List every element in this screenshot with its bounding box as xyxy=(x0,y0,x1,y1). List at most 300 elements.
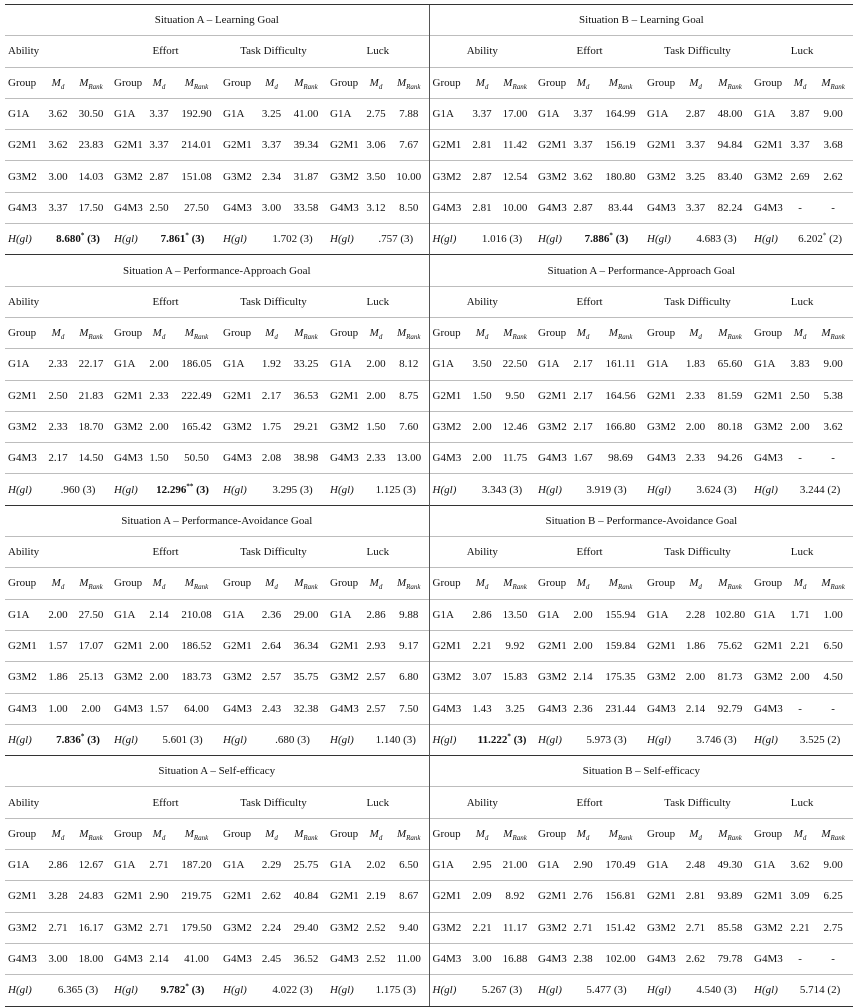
md-header-main: M xyxy=(265,327,275,340)
h-label-cell xyxy=(535,224,569,255)
cell-value: 2.57 xyxy=(261,671,282,684)
value-cell xyxy=(787,599,813,630)
cell-value: 1.86 xyxy=(48,671,68,684)
cell-value: 2.09 xyxy=(472,890,492,903)
mrank-header-sub: Rank xyxy=(193,333,209,342)
data-row xyxy=(5,693,853,724)
md-header-main: M xyxy=(793,827,803,840)
h-label-cell xyxy=(644,724,682,755)
h-value: 3.343 xyxy=(481,483,507,496)
group-cell xyxy=(644,192,682,223)
cell-value: 2.29 xyxy=(261,859,282,872)
section-title xyxy=(429,756,853,787)
h-df: (3) xyxy=(721,733,737,746)
group-name: G2M1 xyxy=(432,890,462,903)
cell-value: 1.57 xyxy=(149,702,169,715)
group-header xyxy=(111,568,145,599)
md-header-main: M xyxy=(265,827,275,840)
value-cell xyxy=(569,693,597,724)
value-cell xyxy=(258,349,285,380)
cell-value: - xyxy=(831,702,835,715)
group-name: G4M3 xyxy=(8,702,37,715)
group-cell xyxy=(535,349,569,380)
cell-value: - xyxy=(831,452,835,465)
data-row xyxy=(5,161,853,192)
group-cell xyxy=(535,161,569,192)
group-name: G2M1 xyxy=(432,640,462,653)
category-header-label: Ability xyxy=(8,796,40,809)
h-value-cell xyxy=(145,975,220,1006)
group-cell xyxy=(644,130,682,161)
value-cell xyxy=(71,850,111,881)
h-value: 3.746 xyxy=(696,733,722,746)
md-header-sub: d xyxy=(484,583,489,592)
cell-value: 2.62 xyxy=(261,890,282,903)
value-cell xyxy=(682,693,709,724)
md-header-sub: d xyxy=(585,834,590,843)
h-df: (2) xyxy=(826,233,842,246)
mrank-header xyxy=(597,568,644,599)
cell-value: 2.81 xyxy=(685,890,706,903)
group-cell xyxy=(535,693,569,724)
cell-value: 165.42 xyxy=(181,421,212,433)
h-value-cell xyxy=(145,474,220,505)
value-cell xyxy=(709,630,751,661)
mrank-header xyxy=(597,818,644,849)
value-cell xyxy=(258,912,285,943)
value-cell xyxy=(389,380,429,411)
md-header-main: M xyxy=(793,577,803,590)
value-cell xyxy=(569,881,597,912)
value-cell xyxy=(363,630,389,661)
value-cell xyxy=(787,850,813,881)
cell-value: 29.21 xyxy=(293,421,319,433)
mrank-header xyxy=(597,67,644,98)
h-df: (3) xyxy=(721,233,737,246)
value-cell xyxy=(469,850,495,881)
mrank-header-sub: Rank xyxy=(727,82,742,91)
mrank-header-sub: Rank xyxy=(512,333,527,342)
h-value-cell xyxy=(45,474,111,505)
value-cell xyxy=(709,349,751,380)
cell-value: 64.00 xyxy=(184,702,209,715)
cell-value: 2.33 xyxy=(48,421,68,433)
mrank-header-sub: Rank xyxy=(88,834,103,843)
group-name: G3M2 xyxy=(330,421,359,433)
group-name: G1A xyxy=(8,608,30,621)
group-name: G2M1 xyxy=(114,389,143,402)
value-cell xyxy=(813,662,853,693)
value-cell xyxy=(145,349,173,380)
value-cell xyxy=(285,380,327,411)
cell-value: 170.49 xyxy=(605,859,636,872)
group-header xyxy=(5,818,45,849)
category-header-label: Task Difficulty xyxy=(664,45,731,58)
category-header xyxy=(429,36,535,67)
value-cell xyxy=(813,850,853,881)
value-cell xyxy=(285,411,327,442)
cell-value: - xyxy=(798,452,802,465)
h-label: H(gl) xyxy=(8,483,32,496)
value-cell xyxy=(709,411,751,442)
category-header-label: Task Difficulty xyxy=(240,295,307,308)
cell-value: 22.50 xyxy=(502,358,528,371)
group-cell xyxy=(429,693,469,724)
value-cell xyxy=(363,693,389,724)
h-df: (3) xyxy=(188,233,205,246)
h-value-cell xyxy=(258,224,327,255)
value-cell xyxy=(389,161,429,192)
h-df: (3) xyxy=(510,733,527,746)
cell-value: 2.00 xyxy=(790,421,810,433)
section-title-text: Situation A – Performance-Approach Goal xyxy=(122,264,311,277)
mrank-header xyxy=(709,67,751,98)
mrank-header-main: M xyxy=(821,76,831,89)
group-cell xyxy=(5,662,45,693)
value-cell xyxy=(709,943,751,974)
cell-value: - xyxy=(798,953,802,966)
md-header-main: M xyxy=(51,327,61,340)
h-df: (3) xyxy=(611,483,627,496)
value-cell xyxy=(285,443,327,474)
section-title-text: Situation A – Self-efficacy xyxy=(158,765,276,778)
h-value-cell xyxy=(787,724,853,755)
h-value: 7.836 xyxy=(56,733,81,746)
value-cell xyxy=(45,881,71,912)
cell-value: 3.87 xyxy=(790,108,810,121)
cell-value: 5.38 xyxy=(823,389,843,402)
cell-value: 2.93 xyxy=(366,640,386,653)
mrank-header xyxy=(709,568,751,599)
md-header-main: M xyxy=(576,577,586,590)
mrank-header-sub: Rank xyxy=(406,333,421,342)
group-name: G2M1 xyxy=(754,640,783,653)
value-cell xyxy=(709,912,751,943)
value-cell xyxy=(569,161,597,192)
cell-value: 2.71 xyxy=(48,921,68,934)
mrank-header xyxy=(389,67,429,98)
md-header-main: M xyxy=(475,577,485,590)
group-header-label: Group xyxy=(114,827,143,840)
cell-value: 2.71 xyxy=(149,921,169,934)
cell-value: 2.21 xyxy=(790,921,810,934)
group-cell xyxy=(327,161,363,192)
cell-value: 14.03 xyxy=(78,170,104,183)
group-cell xyxy=(327,881,363,912)
cell-value: 1.92 xyxy=(261,358,282,371)
value-cell xyxy=(45,693,71,724)
cell-value: 2.71 xyxy=(573,921,593,934)
group-header-label: Group xyxy=(754,327,783,340)
value-cell xyxy=(258,380,285,411)
value-cell xyxy=(45,161,71,192)
group-cell xyxy=(5,693,45,724)
value-cell xyxy=(495,411,535,442)
mrank-header-main: M xyxy=(184,827,194,840)
group-cell xyxy=(644,411,682,442)
md-header xyxy=(469,818,495,849)
value-cell xyxy=(71,630,111,661)
h-df: (3) xyxy=(297,984,313,997)
mrank-header-sub: Rank xyxy=(727,834,742,843)
category-header-row xyxy=(5,537,853,568)
group-cell xyxy=(111,411,145,442)
group-cell xyxy=(429,662,469,693)
category-header xyxy=(111,36,220,67)
cell-value: 3.37 xyxy=(790,139,810,152)
value-cell xyxy=(709,599,751,630)
value-cell xyxy=(597,130,644,161)
group-name: G3M2 xyxy=(647,170,676,183)
group-name: G3M2 xyxy=(647,671,676,684)
group-cell xyxy=(535,630,569,661)
cell-value: 39.34 xyxy=(293,139,319,152)
value-cell xyxy=(569,98,597,129)
group-name: G1A xyxy=(647,358,669,371)
cell-value: 3.00 xyxy=(48,170,68,183)
value-cell xyxy=(45,192,71,223)
h-label-cell xyxy=(535,724,569,755)
group-header-label: Group xyxy=(647,827,676,840)
mrank-header-sub: Rank xyxy=(512,583,527,592)
group-header xyxy=(5,67,45,98)
value-cell xyxy=(813,349,853,380)
value-cell xyxy=(285,192,327,223)
value-cell xyxy=(363,161,389,192)
cell-value: 2.33 xyxy=(685,452,706,465)
h-value-cell xyxy=(145,724,220,755)
cell-value: 2.00 xyxy=(149,358,169,371)
group-header-label: Group xyxy=(330,76,359,89)
md-header-main: M xyxy=(265,577,275,590)
category-header-label: Effort xyxy=(576,546,603,559)
value-cell xyxy=(285,943,327,974)
mrank-header-sub: Rank xyxy=(406,82,421,91)
h-value: 11.222 xyxy=(477,733,508,746)
mrank-header-sub: Rank xyxy=(88,583,103,592)
value-cell xyxy=(597,443,644,474)
md-header-main: M xyxy=(576,76,586,89)
value-cell xyxy=(597,192,644,223)
h-value-cell xyxy=(682,474,751,505)
cell-value: 3.37 xyxy=(48,201,68,214)
h-df: (3) xyxy=(506,233,523,246)
group-name: G3M2 xyxy=(538,170,567,183)
cell-value: 3.68 xyxy=(823,139,843,152)
value-cell xyxy=(569,192,597,223)
group-cell xyxy=(751,349,787,380)
value-cell xyxy=(787,693,813,724)
h-label-cell xyxy=(5,724,45,755)
group-cell xyxy=(429,443,469,474)
group-name: G1A xyxy=(754,859,776,872)
cell-value: 17.50 xyxy=(78,201,104,214)
category-header-label: Task Difficulty xyxy=(664,796,731,809)
cell-value: 2.86 xyxy=(472,608,492,621)
cell-value: 8.67 xyxy=(399,890,419,903)
group-cell xyxy=(429,130,469,161)
group-name: G3M2 xyxy=(538,921,567,934)
value-cell xyxy=(469,599,495,630)
value-cell xyxy=(71,881,111,912)
group-name: G1A xyxy=(8,859,30,872)
group-cell xyxy=(327,130,363,161)
group-cell xyxy=(327,349,363,380)
value-cell xyxy=(258,443,285,474)
group-name: G2M1 xyxy=(647,389,676,402)
cell-value: 27.50 xyxy=(78,608,104,621)
cell-value: 83.40 xyxy=(717,170,743,183)
h-label: H(gl) xyxy=(8,233,32,246)
value-cell xyxy=(709,850,751,881)
h-label: H(gl) xyxy=(114,483,138,496)
cell-value: 2.87 xyxy=(685,108,706,121)
md-header-main: M xyxy=(265,76,275,89)
group-name: G4M3 xyxy=(754,953,783,966)
h-df: (3) xyxy=(506,483,523,496)
group-name: G2M1 xyxy=(8,139,37,152)
category-header-label: Luck xyxy=(366,796,390,809)
h-df: (3) xyxy=(297,233,313,246)
cell-value: 3.00 xyxy=(472,953,492,966)
group-header xyxy=(644,568,682,599)
value-cell xyxy=(45,599,71,630)
value-cell xyxy=(389,662,429,693)
value-cell xyxy=(71,693,111,724)
mrank-header-main: M xyxy=(503,827,513,840)
h-df: (3) xyxy=(79,483,96,496)
value-cell xyxy=(389,912,429,943)
h-label-cell xyxy=(327,474,363,505)
cell-value: 9.17 xyxy=(399,640,419,653)
category-header xyxy=(644,537,751,568)
significance-marker: * xyxy=(80,732,85,741)
value-cell xyxy=(258,192,285,223)
group-cell xyxy=(429,349,469,380)
group-cell xyxy=(220,881,258,912)
group-name: G2M1 xyxy=(754,139,783,152)
value-cell xyxy=(813,630,853,661)
h-value-cell xyxy=(787,975,853,1006)
md-header xyxy=(469,67,495,98)
category-header-label: Effort xyxy=(152,45,179,58)
category-header-label: Effort xyxy=(152,295,179,308)
group-name: G3M2 xyxy=(8,170,37,183)
value-cell xyxy=(709,662,751,693)
category-header xyxy=(5,286,111,317)
h-df: (3) xyxy=(721,984,737,997)
md-header-main: M xyxy=(689,76,699,89)
group-cell xyxy=(220,380,258,411)
md-header xyxy=(258,317,285,348)
md-header xyxy=(145,568,173,599)
group-header-label: Group xyxy=(223,827,252,840)
mrank-header xyxy=(173,67,220,98)
group-name: G3M2 xyxy=(8,421,37,433)
group-cell xyxy=(5,850,45,881)
cell-value: 2.21 xyxy=(472,921,492,934)
group-cell xyxy=(535,599,569,630)
cell-value: 2.52 xyxy=(366,953,386,966)
group-name: G1A xyxy=(223,108,245,121)
h-value: .680 xyxy=(275,733,295,746)
cell-value: 16.17 xyxy=(78,921,104,934)
group-header-label: Group xyxy=(8,827,37,840)
value-cell xyxy=(597,912,644,943)
cell-value: 15.83 xyxy=(502,671,528,684)
value-cell xyxy=(71,912,111,943)
h-value-cell xyxy=(682,724,751,755)
group-name: G1A xyxy=(330,608,352,621)
group-header xyxy=(111,818,145,849)
cell-value: - xyxy=(798,702,802,715)
value-cell xyxy=(709,161,751,192)
group-name: G2M1 xyxy=(114,139,143,152)
mrank-header-main: M xyxy=(503,76,513,89)
mrank-header-sub: Rank xyxy=(830,834,845,843)
h-df: (3) xyxy=(506,984,523,997)
group-cell xyxy=(111,850,145,881)
group-name: G4M3 xyxy=(8,201,37,214)
h-value: 5.477 xyxy=(586,984,612,997)
value-cell xyxy=(363,130,389,161)
group-name: G1A xyxy=(754,358,776,371)
mrank-header-main: M xyxy=(294,577,304,590)
value-cell xyxy=(787,662,813,693)
group-cell xyxy=(751,881,787,912)
cell-value: 3.09 xyxy=(790,890,810,903)
group-name: G2M1 xyxy=(754,389,783,402)
md-header-sub: d xyxy=(274,583,278,592)
cell-value: 3.37 xyxy=(685,201,706,214)
h-label: H(gl) xyxy=(330,984,354,997)
group-header-label: Group xyxy=(8,577,37,590)
value-cell xyxy=(363,443,389,474)
cell-value: 2.14 xyxy=(685,702,706,715)
mrank-header xyxy=(285,568,327,599)
md-header-sub: d xyxy=(161,834,166,843)
category-header xyxy=(327,286,429,317)
cell-value: 25.13 xyxy=(78,671,104,684)
value-cell xyxy=(813,130,853,161)
cell-value: 3.50 xyxy=(366,170,386,183)
group-cell xyxy=(535,192,569,223)
cell-value: - xyxy=(831,953,835,966)
data-row xyxy=(5,411,853,442)
value-cell xyxy=(495,192,535,223)
value-cell xyxy=(389,693,429,724)
md-header-sub: d xyxy=(698,583,702,592)
cell-value: 2.33 xyxy=(48,358,68,371)
cell-value: 50.50 xyxy=(184,452,209,465)
value-cell xyxy=(145,130,173,161)
mrank-header-sub: Rank xyxy=(617,82,633,91)
cell-value: 1.57 xyxy=(48,640,68,653)
mrank-header xyxy=(597,317,644,348)
cell-value: 38.98 xyxy=(293,452,319,465)
category-header-label: Effort xyxy=(576,796,603,809)
group-cell xyxy=(535,130,569,161)
md-header-sub: d xyxy=(274,333,278,342)
h-value: 5.973 xyxy=(586,733,612,746)
cell-value: 231.44 xyxy=(605,702,636,715)
cell-value: 10.00 xyxy=(502,201,528,214)
mrank-header-sub: Rank xyxy=(830,583,845,592)
cell-value: - xyxy=(831,201,835,214)
cell-value: 6.50 xyxy=(823,640,843,653)
data-row xyxy=(5,850,853,881)
significance-marker: * xyxy=(822,231,827,240)
